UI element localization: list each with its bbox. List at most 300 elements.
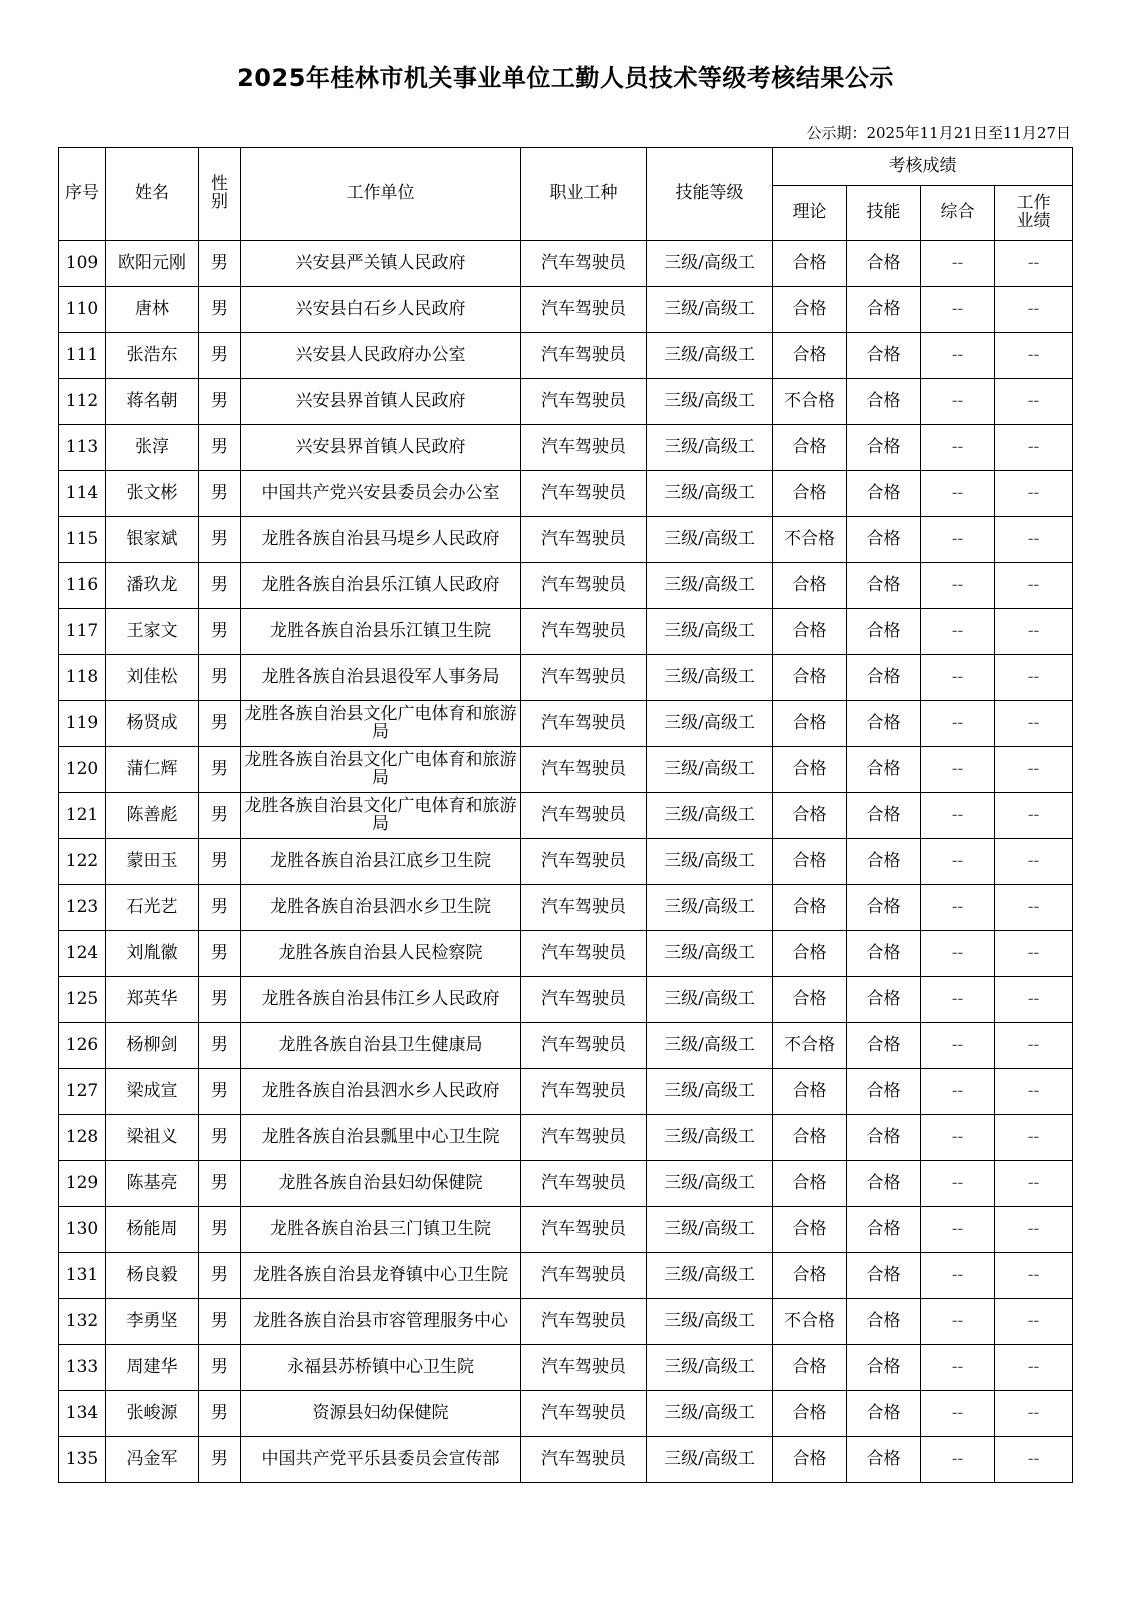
cell-unit: 兴安县界首镇人民政府	[241, 379, 521, 425]
cell-unit: 资源县妇幼保健院	[241, 1391, 521, 1437]
cell-performance: --	[995, 977, 1073, 1023]
cell-skill: 合格	[847, 885, 921, 931]
cell-unit: 龙胜各族自治县泗水乡卫生院	[241, 885, 521, 931]
cell-overall: --	[921, 1345, 995, 1391]
table-row	[59, 287, 1073, 333]
cell-name: 张淳	[106, 425, 199, 471]
cell-level: 三级/高级工	[647, 1161, 773, 1207]
cell-job: 汽车驾驶员	[521, 1299, 647, 1345]
cell-gender: 男	[199, 747, 241, 793]
header-skill: 技能	[847, 186, 921, 241]
cell-job: 汽车驾驶员	[521, 701, 647, 747]
cell-level: 三级/高级工	[647, 1207, 773, 1253]
cell-job: 汽车驾驶员	[521, 379, 647, 425]
cell-skill: 合格	[847, 517, 921, 563]
cell-unit: 龙胜各族自治县市容管理服务中心	[241, 1299, 521, 1345]
table-row	[59, 1437, 1073, 1483]
table-row	[59, 609, 1073, 655]
cell-theory: 合格	[773, 977, 847, 1023]
cell-name: 杨能周	[106, 1207, 199, 1253]
cell-performance: --	[995, 1161, 1073, 1207]
cell-theory: 不合格	[773, 1299, 847, 1345]
cell-theory: 合格	[773, 655, 847, 701]
cell-name: 蒙田玉	[106, 839, 199, 885]
cell-theory: 合格	[773, 471, 847, 517]
cell-overall: --	[921, 563, 995, 609]
cell-skill: 合格	[847, 655, 921, 701]
cell-level: 三级/高级工	[647, 333, 773, 379]
cell-name: 郑英华	[106, 977, 199, 1023]
cell-unit: 龙胜各族自治县人民检察院	[241, 931, 521, 977]
cell-overall: --	[921, 793, 995, 839]
cell-performance: --	[995, 1437, 1073, 1483]
cell-level: 三级/高级工	[647, 287, 773, 333]
cell-job: 汽车驾驶员	[521, 977, 647, 1023]
cell-no: 126	[59, 1023, 106, 1069]
cell-job: 汽车驾驶员	[521, 563, 647, 609]
cell-overall: --	[921, 287, 995, 333]
header-unit: 工作单位	[241, 148, 521, 241]
cell-overall: --	[921, 1207, 995, 1253]
cell-name: 唐林	[106, 287, 199, 333]
cell-skill: 合格	[847, 379, 921, 425]
cell-unit: 永福县苏桥镇中心卫生院	[241, 1345, 521, 1391]
cell-overall: --	[921, 471, 995, 517]
cell-overall: --	[921, 1437, 995, 1483]
cell-skill: 合格	[847, 1253, 921, 1299]
cell-performance: --	[995, 241, 1073, 287]
cell-unit: 龙胜各族自治县文化广电体育和旅游局	[241, 701, 521, 747]
cell-job: 汽车驾驶员	[521, 793, 647, 839]
cell-level: 三级/高级工	[647, 747, 773, 793]
cell-no: 112	[59, 379, 106, 425]
cell-skill: 合格	[847, 1023, 921, 1069]
cell-theory: 合格	[773, 241, 847, 287]
cell-name: 蒲仁辉	[106, 747, 199, 793]
cell-job: 汽车驾驶员	[521, 1391, 647, 1437]
cell-gender: 男	[199, 333, 241, 379]
cell-no: 134	[59, 1391, 106, 1437]
cell-theory: 合格	[773, 609, 847, 655]
cell-gender: 男	[199, 1207, 241, 1253]
header-no: 序号	[59, 148, 106, 241]
cell-name: 张文彬	[106, 471, 199, 517]
cell-job: 汽车驾驶员	[521, 1161, 647, 1207]
cell-theory: 合格	[773, 1253, 847, 1299]
cell-overall: --	[921, 425, 995, 471]
cell-level: 三级/高级工	[647, 1253, 773, 1299]
cell-unit: 龙胜各族自治县文化广电体育和旅游局	[241, 793, 521, 839]
cell-overall: --	[921, 517, 995, 563]
cell-theory: 合格	[773, 747, 847, 793]
cell-no: 116	[59, 563, 106, 609]
cell-no: 124	[59, 931, 106, 977]
cell-skill: 合格	[847, 563, 921, 609]
cell-level: 三级/高级工	[647, 885, 773, 931]
cell-name: 陈善彪	[106, 793, 199, 839]
cell-overall: --	[921, 839, 995, 885]
cell-overall: --	[921, 931, 995, 977]
cell-job: 汽车驾驶员	[521, 1437, 647, 1483]
cell-no: 125	[59, 977, 106, 1023]
cell-unit: 兴安县严关镇人民政府	[241, 241, 521, 287]
cell-no: 109	[59, 241, 106, 287]
table-row	[59, 333, 1073, 379]
cell-skill: 合格	[847, 425, 921, 471]
cell-theory: 合格	[773, 1115, 847, 1161]
cell-performance: --	[995, 1207, 1073, 1253]
header-overall: 综合	[921, 186, 995, 241]
page-title: 2025年桂林市机关事业单位工勤人员技术等级考核结果公示	[237, 64, 894, 92]
cell-performance: --	[995, 793, 1073, 839]
cell-theory: 合格	[773, 333, 847, 379]
cell-job: 汽车驾驶员	[521, 1253, 647, 1299]
cell-unit: 中国共产党兴安县委员会办公室	[241, 471, 521, 517]
cell-theory: 合格	[773, 1207, 847, 1253]
cell-job: 汽车驾驶员	[521, 747, 647, 793]
cell-level: 三级/高级工	[647, 793, 773, 839]
cell-theory: 合格	[773, 793, 847, 839]
cell-no: 130	[59, 1207, 106, 1253]
cell-theory: 不合格	[773, 379, 847, 425]
cell-job: 汽车驾驶员	[521, 1023, 647, 1069]
cell-unit: 龙胜各族自治县马堤乡人民政府	[241, 517, 521, 563]
cell-theory: 合格	[773, 701, 847, 747]
cell-level: 三级/高级工	[647, 517, 773, 563]
cell-gender: 男	[199, 379, 241, 425]
cell-overall: --	[921, 333, 995, 379]
cell-unit: 兴安县界首镇人民政府	[241, 425, 521, 471]
cell-overall: --	[921, 701, 995, 747]
cell-level: 三级/高级工	[647, 379, 773, 425]
cell-performance: --	[995, 471, 1073, 517]
cell-job: 汽车驾驶员	[521, 517, 647, 563]
cell-name: 梁成宣	[106, 1069, 199, 1115]
cell-performance: --	[995, 701, 1073, 747]
cell-overall: --	[921, 1161, 995, 1207]
cell-gender: 男	[199, 1345, 241, 1391]
cell-level: 三级/高级工	[647, 655, 773, 701]
cell-skill: 合格	[847, 1115, 921, 1161]
cell-gender: 男	[199, 1069, 241, 1115]
cell-skill: 合格	[847, 287, 921, 333]
cell-performance: --	[995, 287, 1073, 333]
cell-theory: 不合格	[773, 1023, 847, 1069]
cell-no: 117	[59, 609, 106, 655]
cell-level: 三级/高级工	[647, 1391, 773, 1437]
cell-performance: --	[995, 655, 1073, 701]
cell-gender: 男	[199, 1437, 241, 1483]
cell-name: 周建华	[106, 1345, 199, 1391]
cell-no: 131	[59, 1253, 106, 1299]
cell-performance: --	[995, 747, 1073, 793]
cell-job: 汽车驾驶员	[521, 609, 647, 655]
cell-job: 汽车驾驶员	[521, 1207, 647, 1253]
cell-performance: --	[995, 839, 1073, 885]
cell-performance: --	[995, 563, 1073, 609]
cell-name: 王家文	[106, 609, 199, 655]
cell-skill: 合格	[847, 1207, 921, 1253]
cell-overall: --	[921, 1023, 995, 1069]
cell-performance: --	[995, 885, 1073, 931]
cell-job: 汽车驾驶员	[521, 655, 647, 701]
cell-no: 118	[59, 655, 106, 701]
cell-gender: 男	[199, 1115, 241, 1161]
table-row	[59, 655, 1073, 701]
cell-level: 三级/高级工	[647, 931, 773, 977]
cell-gender: 男	[199, 241, 241, 287]
cell-no: 119	[59, 701, 106, 747]
cell-performance: --	[995, 931, 1073, 977]
table-row	[59, 241, 1073, 287]
cell-skill: 合格	[847, 1299, 921, 1345]
cell-no: 114	[59, 471, 106, 517]
header-theory: 理论	[773, 186, 847, 241]
cell-no: 122	[59, 839, 106, 885]
cell-level: 三级/高级工	[647, 1437, 773, 1483]
cell-unit: 龙胜各族自治县江底乡卫生院	[241, 839, 521, 885]
table-row	[59, 885, 1073, 931]
cell-unit: 兴安县人民政府办公室	[241, 333, 521, 379]
cell-gender: 男	[199, 655, 241, 701]
cell-name: 银家斌	[106, 517, 199, 563]
cell-unit: 龙胜各族自治县泗水乡人民政府	[241, 1069, 521, 1115]
cell-no: 111	[59, 333, 106, 379]
cell-skill: 合格	[847, 333, 921, 379]
table-row	[59, 1345, 1073, 1391]
cell-level: 三级/高级工	[647, 1023, 773, 1069]
table-row	[59, 1299, 1073, 1345]
header-performance: 工作业绩	[995, 186, 1073, 241]
cell-name: 梁祖义	[106, 1115, 199, 1161]
cell-unit: 龙胜各族自治县卫生健康局	[241, 1023, 521, 1069]
cell-gender: 男	[199, 425, 241, 471]
header-level: 技能等级	[647, 148, 773, 241]
header-job: 职业工种	[521, 148, 647, 241]
cell-gender: 男	[199, 287, 241, 333]
table-row	[59, 1161, 1073, 1207]
cell-level: 三级/高级工	[647, 425, 773, 471]
cell-name: 杨柳剑	[106, 1023, 199, 1069]
cell-gender: 男	[199, 1391, 241, 1437]
cell-gender: 男	[199, 885, 241, 931]
header-name: 姓名	[106, 148, 199, 241]
cell-unit: 中国共产党平乐县委员会宣传部	[241, 1437, 521, 1483]
table-row	[59, 563, 1073, 609]
cell-performance: --	[995, 1069, 1073, 1115]
cell-skill: 合格	[847, 1391, 921, 1437]
cell-theory: 合格	[773, 1345, 847, 1391]
table-row	[59, 379, 1073, 425]
cell-performance: --	[995, 609, 1073, 655]
cell-job: 汽车驾驶员	[521, 931, 647, 977]
cell-name: 陈基亮	[106, 1161, 199, 1207]
cell-no: 135	[59, 1437, 106, 1483]
table-row	[59, 1069, 1073, 1115]
cell-level: 三级/高级工	[647, 701, 773, 747]
cell-name: 刘胤徽	[106, 931, 199, 977]
cell-overall: --	[921, 1115, 995, 1161]
cell-job: 汽车驾驶员	[521, 333, 647, 379]
cell-gender: 男	[199, 1023, 241, 1069]
cell-unit: 龙胜各族自治县伟江乡人民政府	[241, 977, 521, 1023]
cell-name: 潘玖龙	[106, 563, 199, 609]
cell-performance: --	[995, 379, 1073, 425]
cell-theory: 合格	[773, 1391, 847, 1437]
cell-gender: 男	[199, 1253, 241, 1299]
cell-name: 李勇坚	[106, 1299, 199, 1345]
cell-no: 127	[59, 1069, 106, 1115]
cell-no: 128	[59, 1115, 106, 1161]
cell-performance: --	[995, 1345, 1073, 1391]
cell-gender: 男	[199, 839, 241, 885]
cell-job: 汽车驾驶员	[521, 1115, 647, 1161]
cell-no: 115	[59, 517, 106, 563]
cell-skill: 合格	[847, 839, 921, 885]
cell-overall: --	[921, 379, 995, 425]
cell-job: 汽车驾驶员	[521, 425, 647, 471]
cell-name: 欧阳元刚	[106, 241, 199, 287]
results-table	[58, 147, 1073, 1483]
cell-gender: 男	[199, 1299, 241, 1345]
cell-performance: --	[995, 1391, 1073, 1437]
table-row	[59, 977, 1073, 1023]
cell-job: 汽车驾驶员	[521, 241, 647, 287]
cell-gender: 男	[199, 931, 241, 977]
cell-gender: 男	[199, 517, 241, 563]
cell-gender: 男	[199, 471, 241, 517]
cell-unit: 龙胜各族自治县乐江镇人民政府	[241, 563, 521, 609]
cell-name: 刘佳松	[106, 655, 199, 701]
cell-overall: --	[921, 1299, 995, 1345]
cell-gender: 男	[199, 701, 241, 747]
cell-theory: 不合格	[773, 517, 847, 563]
cell-level: 三级/高级工	[647, 839, 773, 885]
cell-overall: --	[921, 885, 995, 931]
cell-overall: --	[921, 1391, 995, 1437]
cell-no: 132	[59, 1299, 106, 1345]
publicity-period: 公示期：2025年11月21日至11月27日	[806, 124, 1071, 142]
cell-level: 三级/高级工	[647, 241, 773, 287]
cell-unit: 龙胜各族自治县乐江镇卫生院	[241, 609, 521, 655]
cell-skill: 合格	[847, 471, 921, 517]
table-row	[59, 1115, 1073, 1161]
cell-unit: 龙胜各族自治县妇幼保健院	[241, 1161, 521, 1207]
cell-overall: --	[921, 655, 995, 701]
table-row	[59, 1023, 1073, 1069]
table-row	[59, 517, 1073, 563]
cell-theory: 合格	[773, 885, 847, 931]
cell-skill: 合格	[847, 1437, 921, 1483]
cell-job: 汽车驾驶员	[521, 471, 647, 517]
cell-overall: --	[921, 747, 995, 793]
cell-job: 汽车驾驶员	[521, 885, 647, 931]
cell-unit: 龙胜各族自治县瓢里中心卫生院	[241, 1115, 521, 1161]
table-row	[59, 931, 1073, 977]
cell-name: 冯金军	[106, 1437, 199, 1483]
cell-gender: 男	[199, 793, 241, 839]
cell-level: 三级/高级工	[647, 977, 773, 1023]
cell-overall: --	[921, 977, 995, 1023]
table-row	[59, 1253, 1073, 1299]
cell-unit: 龙胜各族自治县退役军人事务局	[241, 655, 521, 701]
cell-job: 汽车驾驶员	[521, 1345, 647, 1391]
table-row	[59, 793, 1073, 839]
cell-performance: --	[995, 333, 1073, 379]
cell-performance: --	[995, 1115, 1073, 1161]
table-row	[59, 839, 1073, 885]
cell-name: 张浩东	[106, 333, 199, 379]
cell-gender: 男	[199, 1161, 241, 1207]
cell-skill: 合格	[847, 609, 921, 655]
cell-performance: --	[995, 517, 1073, 563]
cell-no: 129	[59, 1161, 106, 1207]
cell-no: 110	[59, 287, 106, 333]
cell-job: 汽车驾驶员	[521, 839, 647, 885]
cell-performance: --	[995, 425, 1073, 471]
cell-level: 三级/高级工	[647, 471, 773, 517]
cell-overall: --	[921, 241, 995, 287]
cell-performance: --	[995, 1023, 1073, 1069]
cell-theory: 合格	[773, 931, 847, 977]
cell-theory: 合格	[773, 425, 847, 471]
cell-skill: 合格	[847, 701, 921, 747]
header-gender: 性别	[199, 148, 241, 241]
table-row	[59, 1391, 1073, 1437]
cell-level: 三级/高级工	[647, 609, 773, 655]
cell-no: 123	[59, 885, 106, 931]
cell-theory: 合格	[773, 1437, 847, 1483]
cell-level: 三级/高级工	[647, 1115, 773, 1161]
cell-skill: 合格	[847, 931, 921, 977]
cell-level: 三级/高级工	[647, 1345, 773, 1391]
cell-skill: 合格	[847, 747, 921, 793]
cell-name: 杨贤成	[106, 701, 199, 747]
results-table-body	[59, 241, 1073, 1483]
cell-overall: --	[921, 1253, 995, 1299]
cell-skill: 合格	[847, 793, 921, 839]
cell-skill: 合格	[847, 1069, 921, 1115]
cell-gender: 男	[199, 609, 241, 655]
table-row	[59, 1207, 1073, 1253]
cell-theory: 合格	[773, 1161, 847, 1207]
cell-theory: 合格	[773, 287, 847, 333]
cell-name: 石光艺	[106, 885, 199, 931]
cell-theory: 合格	[773, 839, 847, 885]
cell-name: 张峻源	[106, 1391, 199, 1437]
cell-theory: 合格	[773, 1069, 847, 1115]
cell-skill: 合格	[847, 1345, 921, 1391]
cell-no: 113	[59, 425, 106, 471]
cell-overall: --	[921, 1069, 995, 1115]
cell-theory: 合格	[773, 563, 847, 609]
cell-gender: 男	[199, 563, 241, 609]
cell-no: 120	[59, 747, 106, 793]
table-row	[59, 471, 1073, 517]
cell-unit: 龙胜各族自治县三门镇卫生院	[241, 1207, 521, 1253]
cell-gender: 男	[199, 977, 241, 1023]
cell-level: 三级/高级工	[647, 1069, 773, 1115]
cell-name: 杨良毅	[106, 1253, 199, 1299]
cell-level: 三级/高级工	[647, 1299, 773, 1345]
cell-no: 133	[59, 1345, 106, 1391]
cell-no: 121	[59, 793, 106, 839]
cell-level: 三级/高级工	[647, 563, 773, 609]
cell-performance: --	[995, 1299, 1073, 1345]
cell-skill: 合格	[847, 977, 921, 1023]
cell-name: 蒋名朝	[106, 379, 199, 425]
cell-job: 汽车驾驶员	[521, 1069, 647, 1115]
